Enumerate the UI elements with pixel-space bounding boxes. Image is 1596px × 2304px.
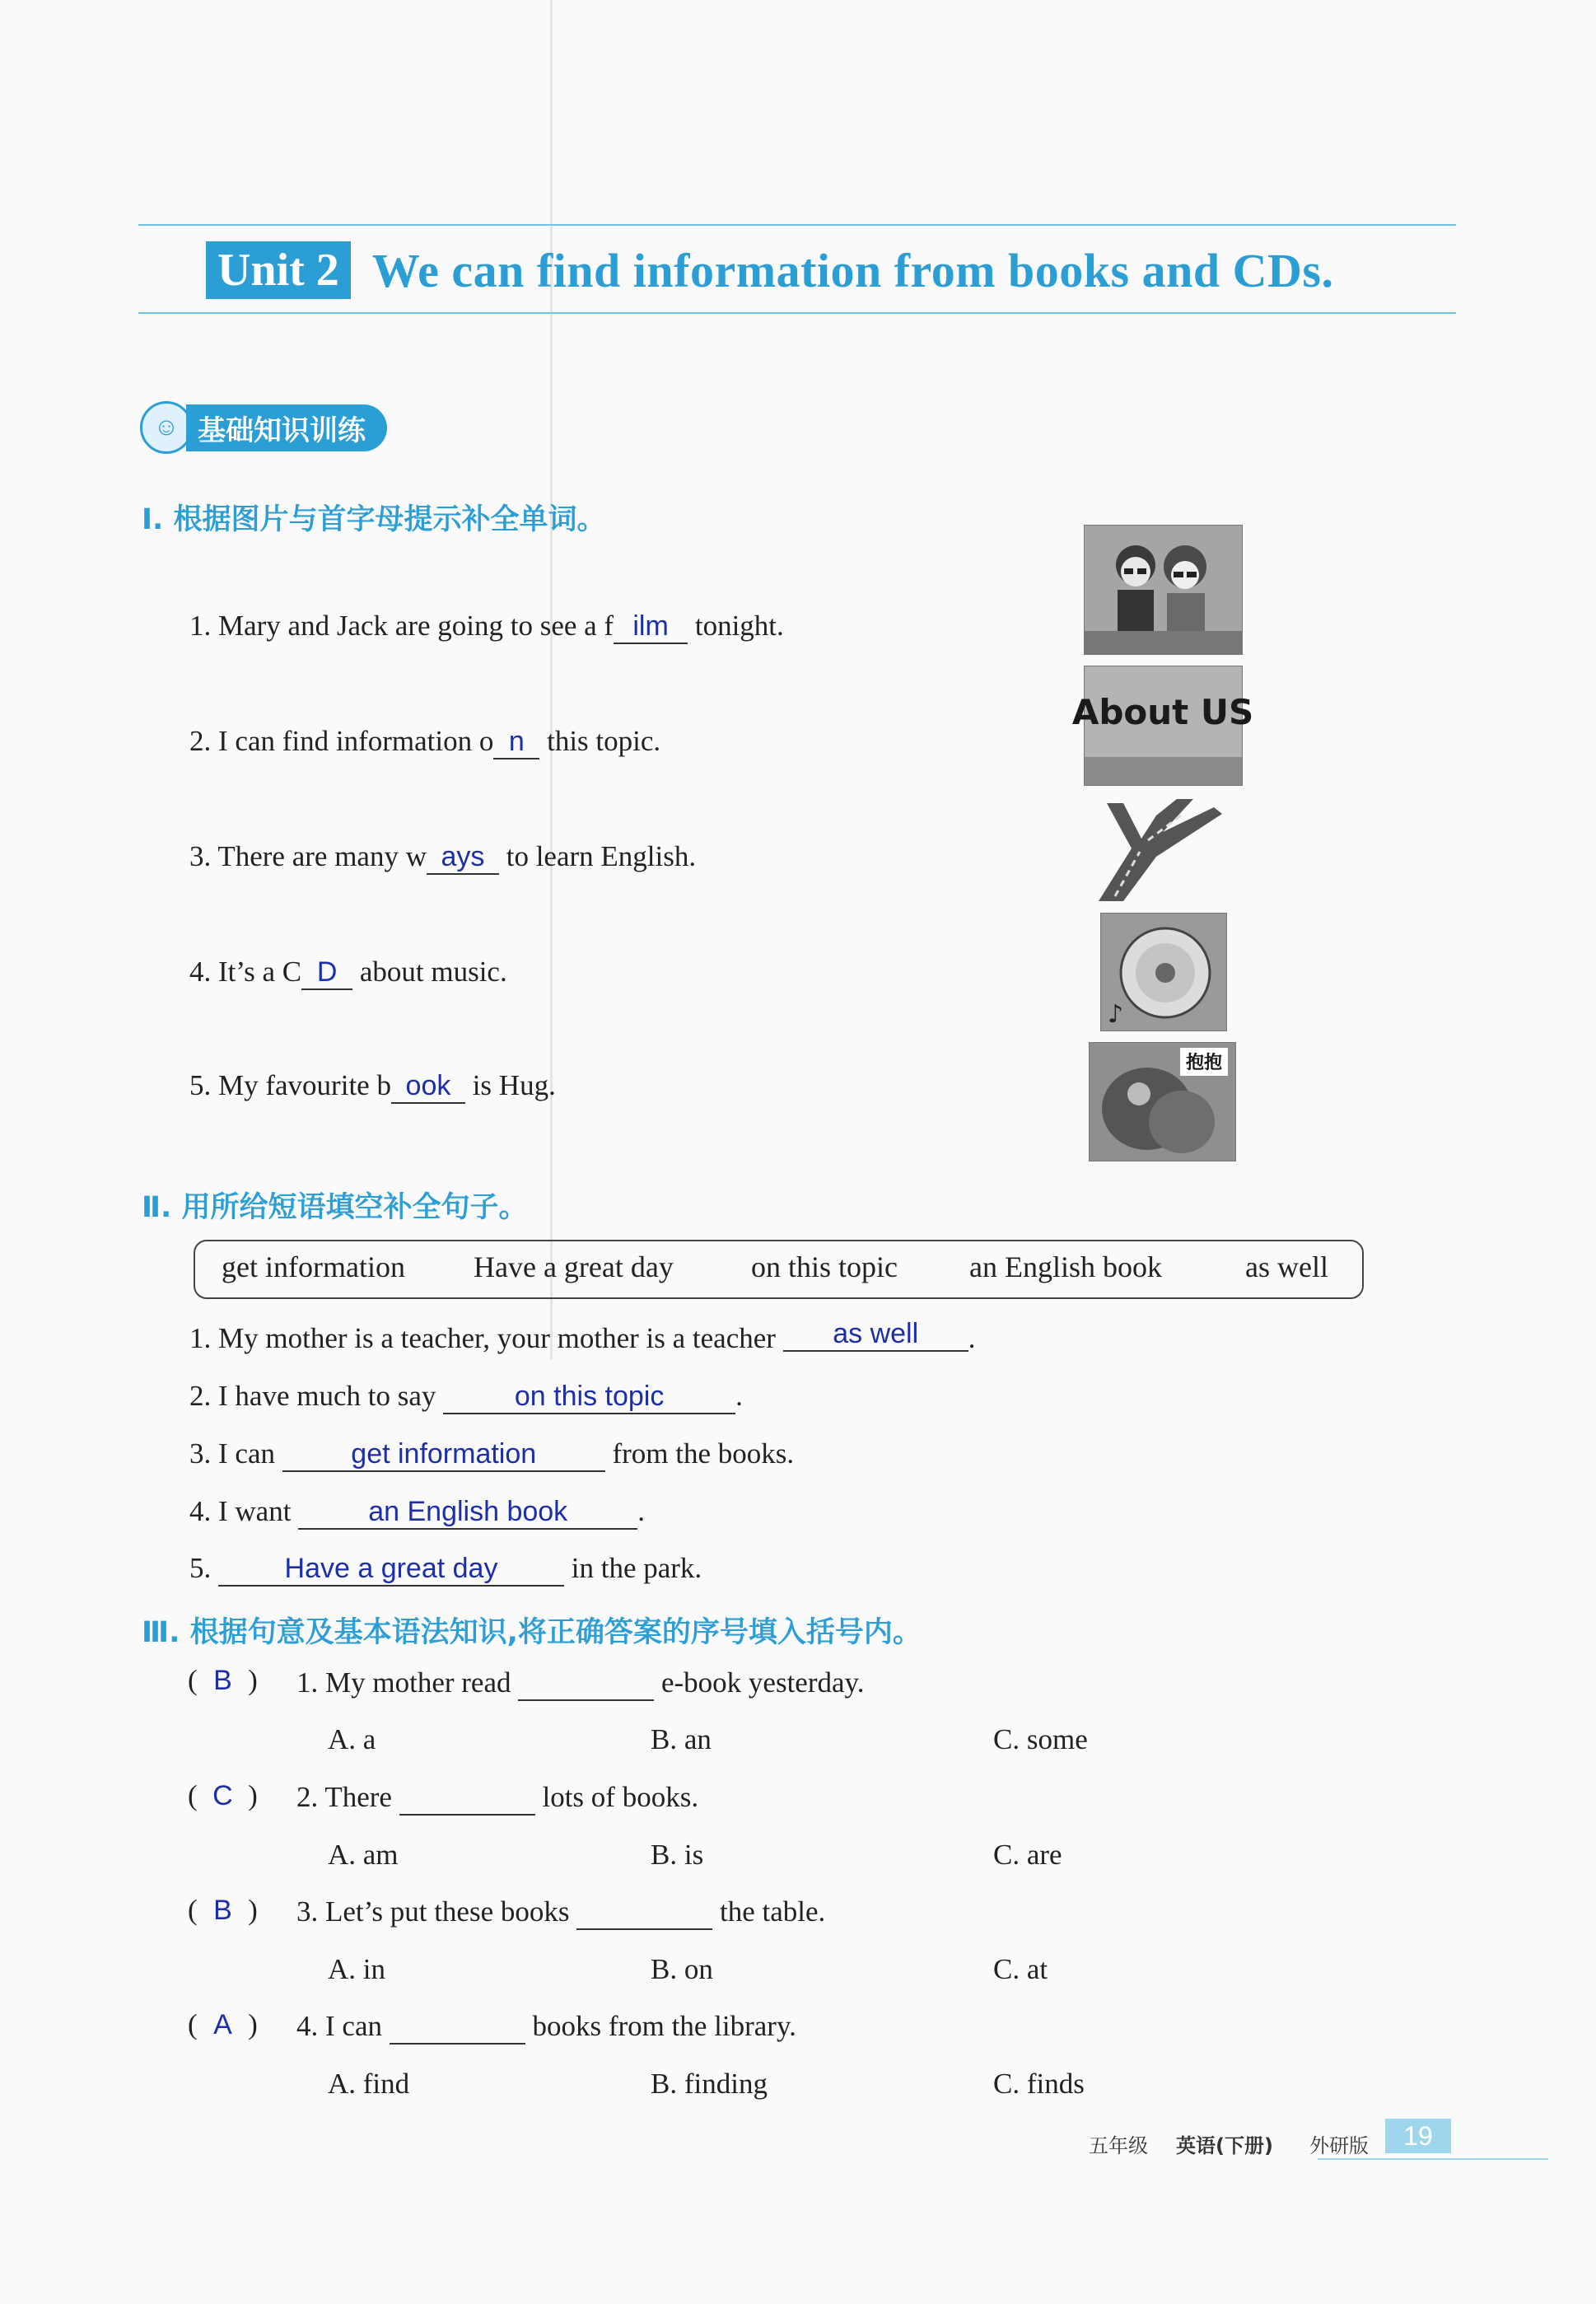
s2-item-1	[189, 1318, 976, 1357]
q2-answer-parens: ( C )	[188, 1779, 258, 1811]
hug-cover-text: 抱抱	[1185, 1053, 1223, 1073]
q4-post: books from the library.	[525, 2010, 796, 2042]
s1-item-5-post: is Hug.	[464, 1069, 556, 1101]
q3-post: the table.	[712, 1895, 826, 1928]
page-fold-shadow	[550, 0, 553, 1359]
q4-stem	[296, 2010, 796, 2045]
s2-item-2	[189, 1380, 743, 1414]
footer-grade: 五年级	[1089, 2134, 1148, 2157]
q3-stem	[296, 1895, 825, 1930]
q1-post: e-book yesterday.	[654, 1666, 865, 1699]
section2-heading: Ⅱ. 用所给短语填空补全句子。	[142, 1191, 528, 1224]
road-fork-icon	[1090, 799, 1227, 901]
cd-disc-icon	[1100, 913, 1227, 1031]
footer-subject: 英语(下册)	[1176, 2134, 1273, 2157]
footer-rule	[1318, 2158, 1548, 2160]
s2-item-5-post: in the park.	[564, 1552, 702, 1584]
s2-item-4-pre: 4. I want	[189, 1495, 299, 1527]
title-rule-bottom	[138, 312, 1456, 314]
q4-option-c: C. finds	[993, 2068, 1085, 2100]
phrase-5: as well	[1245, 1250, 1328, 1283]
unit-title-row	[206, 237, 1333, 303]
q2-stem	[296, 1781, 698, 1816]
s1-item-1-post: tonight.	[688, 610, 784, 642]
couple-cartoon-icon	[1084, 525, 1243, 655]
q1-pre: 1. My mother read	[296, 1666, 519, 1699]
q4-answer-parens: ( A )	[188, 2008, 258, 2040]
q4-answer: A	[213, 2009, 232, 2040]
q3-pre: 3. Let’s put these books	[296, 1895, 577, 1928]
s1-item-2-answer: n	[508, 726, 525, 757]
section1-heading: Ⅰ. 根据图片与首字母提示补全单词。	[142, 503, 606, 536]
s2-item-5-pre: 5.	[189, 1552, 218, 1584]
q1-answer-parens: ( B )	[188, 1664, 258, 1696]
s1-item-3-post: to learn English.	[498, 840, 697, 872]
q4-option-a: A. find	[328, 2068, 410, 2100]
q2-answer: C	[212, 1780, 233, 1811]
q1-option-b: B. an	[651, 1723, 712, 1755]
q3-option-b: B. on	[651, 1953, 713, 1985]
about-us-text: About US	[1071, 692, 1254, 732]
phrase-2: Have a great day	[474, 1250, 674, 1283]
s2-item-5-answer: Have a great day	[284, 1553, 498, 1584]
phrase-3: on this topic	[751, 1250, 898, 1283]
title-rule-top	[138, 224, 1456, 226]
section-badge	[140, 402, 387, 453]
q1-answer: B	[213, 1665, 232, 1696]
s1-item-5-answer: ook	[405, 1070, 451, 1101]
phrase-box	[194, 1240, 1364, 1299]
unit-label: Unit 2	[206, 241, 351, 299]
s1-item-2	[189, 725, 660, 759]
section-badge-label: 基础知识训练	[186, 404, 387, 451]
phrase-4: an English book	[969, 1250, 1162, 1283]
s1-item-5-pre: 5. My favourite b	[189, 1069, 391, 1101]
s1-item-5	[189, 1069, 556, 1104]
q4-pre: 4. I can	[296, 2010, 390, 2042]
q2-pre: 2. There	[296, 1781, 399, 1813]
page-number: 19	[1385, 2119, 1451, 2153]
q2-post: lots of books.	[534, 1781, 699, 1813]
s1-item-4-pre: 4. It’s a C	[189, 956, 302, 988]
q1-option-c: C. some	[993, 1723, 1088, 1755]
s2-item-4	[189, 1495, 645, 1530]
s1-item-3	[189, 840, 696, 875]
s1-item-3-answer: ays	[441, 841, 485, 872]
q2-option-b: B. is	[651, 1839, 704, 1871]
q1-stem	[296, 1666, 865, 1701]
s1-item-2-pre: 2. I can find information o	[189, 725, 494, 757]
s1-item-1	[189, 610, 784, 644]
svg-text:♪: ♪	[1108, 1000, 1124, 1029]
q3-answer-parens: ( B )	[188, 1894, 258, 1926]
s2-item-2-pre: 2. I have much to say	[189, 1380, 444, 1412]
s1-item-3-pre: 3. There are many w	[189, 840, 427, 872]
phrase-1: get information	[222, 1250, 405, 1283]
s1-item-4	[189, 956, 507, 990]
section3-heading: Ⅲ. 根据句意及基本语法知识,将正确答案的序号填入括号内。	[142, 1616, 922, 1649]
q2-option-a: A. am	[328, 1839, 399, 1871]
s2-item-2-answer: on this topic	[514, 1381, 665, 1412]
s1-item-4-post: about music.	[352, 956, 507, 988]
s1-item-1-pre: 1. Mary and Jack are going to see a f	[189, 610, 614, 642]
q3-answer: B	[213, 1895, 232, 1926]
footer-edition: 外研版	[1309, 2134, 1369, 2157]
q1-option-a: A. a	[328, 1723, 376, 1755]
s1-item-4-answer: D	[316, 956, 338, 988]
s2-item-1-answer: as well	[833, 1318, 919, 1349]
q3-option-a: A. in	[328, 1953, 385, 1985]
q3-option-c: C. at	[993, 1953, 1048, 1985]
s2-item-3-answer: get information	[351, 1438, 537, 1470]
s2-item-1-pre: 1. My mother is a teacher, your mother is a teacher	[189, 1322, 783, 1354]
mascot-icon: ☺	[140, 401, 193, 454]
s2-item-3	[189, 1437, 794, 1472]
s2-item-4-post: .	[637, 1495, 645, 1527]
about-us-sign-icon	[1071, 666, 1254, 786]
s2-item-3-post: from the books.	[604, 1437, 795, 1470]
q4-option-b: B. finding	[651, 2068, 768, 2100]
q2-option-c: C. are	[993, 1839, 1062, 1871]
s2-item-4-answer: an English book	[368, 1496, 568, 1527]
s2-item-5	[189, 1552, 702, 1587]
s2-item-2-post: .	[735, 1380, 743, 1412]
hug-book-cover-icon	[1089, 1042, 1236, 1161]
s2-item-1-post: .	[968, 1322, 976, 1354]
unit-title: We can find information from books and CDs.	[371, 243, 1334, 297]
s1-item-1-answer: ilm	[632, 610, 669, 642]
s2-item-3-pre: 3. I can	[189, 1437, 282, 1470]
s1-item-2-post: this topic.	[539, 725, 661, 757]
